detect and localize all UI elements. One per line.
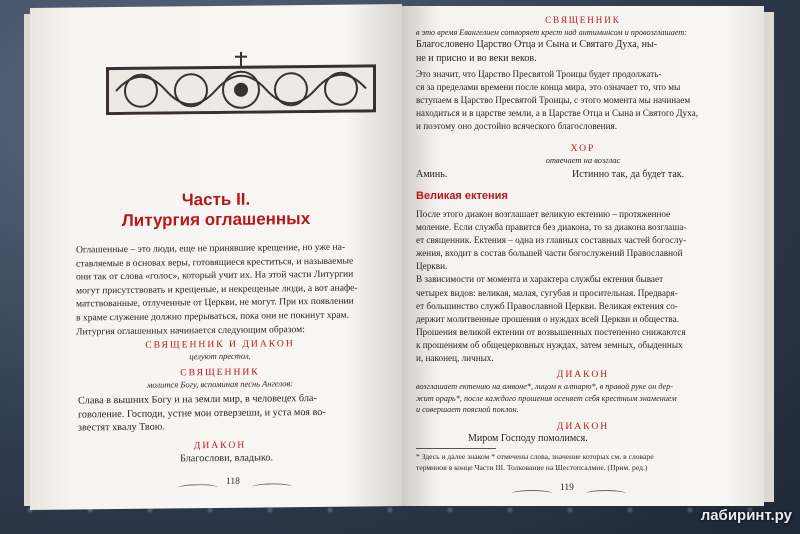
text-line: * Здесь и далее знаком * отмечены слова, значение которых см. в словаре <box>416 452 654 461</box>
text-line: и, наконец, личных. <box>416 353 494 364</box>
page-number-swash-right <box>586 490 626 497</box>
page-number: 119 <box>560 483 574 493</box>
part-title: Литургия оглашенных <box>121 209 311 230</box>
footnote-divider <box>416 448 496 449</box>
speaker-priest: СВЯЩЕННИК <box>180 366 260 379</box>
deacon-rubric <box>416 381 756 416</box>
section-title: Великая ектения <box>416 190 508 202</box>
text-line: в храме служение должно прерываться, пока они не покинут храм. <box>76 309 350 324</box>
text-line: могут присутствовать и крещеные, и некрещеные люди, а вот анафе- <box>76 282 358 297</box>
speaker-deacon: ДИАКОН <box>193 439 247 452</box>
text-line: Литургия оглашенных начинается следующим образом: <box>76 323 305 338</box>
text-line: говоление. Господи, устне мои отверзеши, и уста моя во- <box>78 406 326 421</box>
page-number-swash-right <box>252 483 292 490</box>
rubric-choir: отвечает на возглас <box>545 155 621 165</box>
speaker-deacon-right: ДИАКОН <box>556 369 610 380</box>
explanation-paragraph <box>416 68 756 133</box>
watermark-labirint: лабиринт.ру <box>700 507 792 524</box>
rubric-kiss-altar: целуют престол. <box>189 350 251 362</box>
text-line: Церкви. <box>416 261 448 272</box>
text-line: Прошения великой ектении от возвышенных постепенно снижаются <box>416 326 686 337</box>
text-line: возглашает ектению на амвоне*, лицом к алтарю*, в правой руке он дер- <box>416 382 674 391</box>
text-line: После этого диакон возглашает великую ектению – протяженное <box>416 209 671 219</box>
text-line: терминов в конце Части III. Толкование на Шестопсалмие. (Прим. ред.) <box>416 462 648 472</box>
text-line: ет большинство служб Православной Церкви. Великая ектения со- <box>416 300 678 311</box>
page-number-swash-left <box>512 490 552 497</box>
amen: Аминь. <box>416 169 448 180</box>
footnote <box>416 452 756 473</box>
open-book <box>30 6 770 511</box>
speaker-choir: ХОР <box>570 143 596 154</box>
text-line: Слава в вышних Богу и на земли мир, в человецех бла- <box>78 392 317 407</box>
text-line: к прошениям об общецерковных нуждах, затем земных, обыденных <box>416 339 683 350</box>
text-line: жения, входит в состав большей части богослужений Православной <box>416 248 683 259</box>
part-number: Часть II. <box>181 189 251 210</box>
text-line: вступаем в Царство Пресвятой Троицы, с этого момента мы начинаем <box>416 95 691 105</box>
text-line: В зависимости от момента и характера службы ектения бывает <box>416 274 664 285</box>
text-line: ся за пределами времени после конца мира, это означает то, что мы <box>416 82 681 92</box>
text-line: Благословено Царство Отца и Сына и Святаго Духа, ны- <box>416 39 658 50</box>
amen-gloss: Истинно так, да будет так. <box>572 169 685 180</box>
text-line: держит молитвенные прошения о нуждах всей Церкви и общества. <box>416 313 679 324</box>
text-line: ставляемые в основах веры, готовящиеся креститься, и называемые <box>76 255 354 270</box>
speaker-deacon-litany: ДИАКОН <box>556 421 610 432</box>
exclamation <box>416 38 756 65</box>
section-paragraph <box>416 208 756 365</box>
text-line: Это значит, что Царство Пресвятой Троицы будет продолжать- <box>416 69 662 79</box>
text-line: и совершает поясной поклон. <box>416 405 519 414</box>
text-line: Оглашенные – это люди, еще не принявшие крещение, но уже на- <box>76 241 346 256</box>
text-line: и поэтому оно достойно всяческого благословения. <box>416 121 618 131</box>
left-page <box>30 4 402 510</box>
page-number-swash-left <box>178 484 218 491</box>
text-line: звестят хвалу Твою. <box>78 421 165 434</box>
gloria-prayer <box>78 391 378 435</box>
litany-line: Миром Господу помолимся. <box>468 433 588 444</box>
text-line: находиться и в царстве земли, а в Царстве Отца и Сына и Святого Духа, <box>416 108 698 118</box>
text-line: не и присно и во веки веков. <box>416 52 537 64</box>
text-line: они так от слова «голос», который учит их. На этой части Литургии <box>76 268 354 283</box>
deacon-blessing: Благослови, владыко. <box>180 452 274 465</box>
right-page <box>402 6 764 506</box>
text-line: четырех видов: великая, малая, сугубая и просительная. Предваря- <box>416 287 678 298</box>
text-line: матствованные, отлученные от Церкви, не могут. При их появлении <box>76 295 354 310</box>
text-line: моление. Если служба правится без диакона, то за диакона возглаша- <box>416 222 687 233</box>
text-line: жит орарь*, после каждого прошения осеняет себя крестным знамением <box>416 393 677 403</box>
text-line: ет священник. Ектения – одна из главных составных частей богослу- <box>416 235 687 246</box>
running-head: СВЯЩЕННИК <box>545 15 621 25</box>
page-number: 118 <box>226 476 240 487</box>
speaker-priest-deacon: СВЯЩЕННИК И ДИАКОН <box>145 338 295 351</box>
rubric-prayer: молится Богу, вспоминая песнь Ангелов: <box>146 378 294 390</box>
intro-paragraph <box>76 240 378 338</box>
text-line: в это время Евангелием сотворяет крест над антиминсом и провозглашает: <box>416 28 687 37</box>
ornament-headpiece-icon <box>106 50 376 115</box>
